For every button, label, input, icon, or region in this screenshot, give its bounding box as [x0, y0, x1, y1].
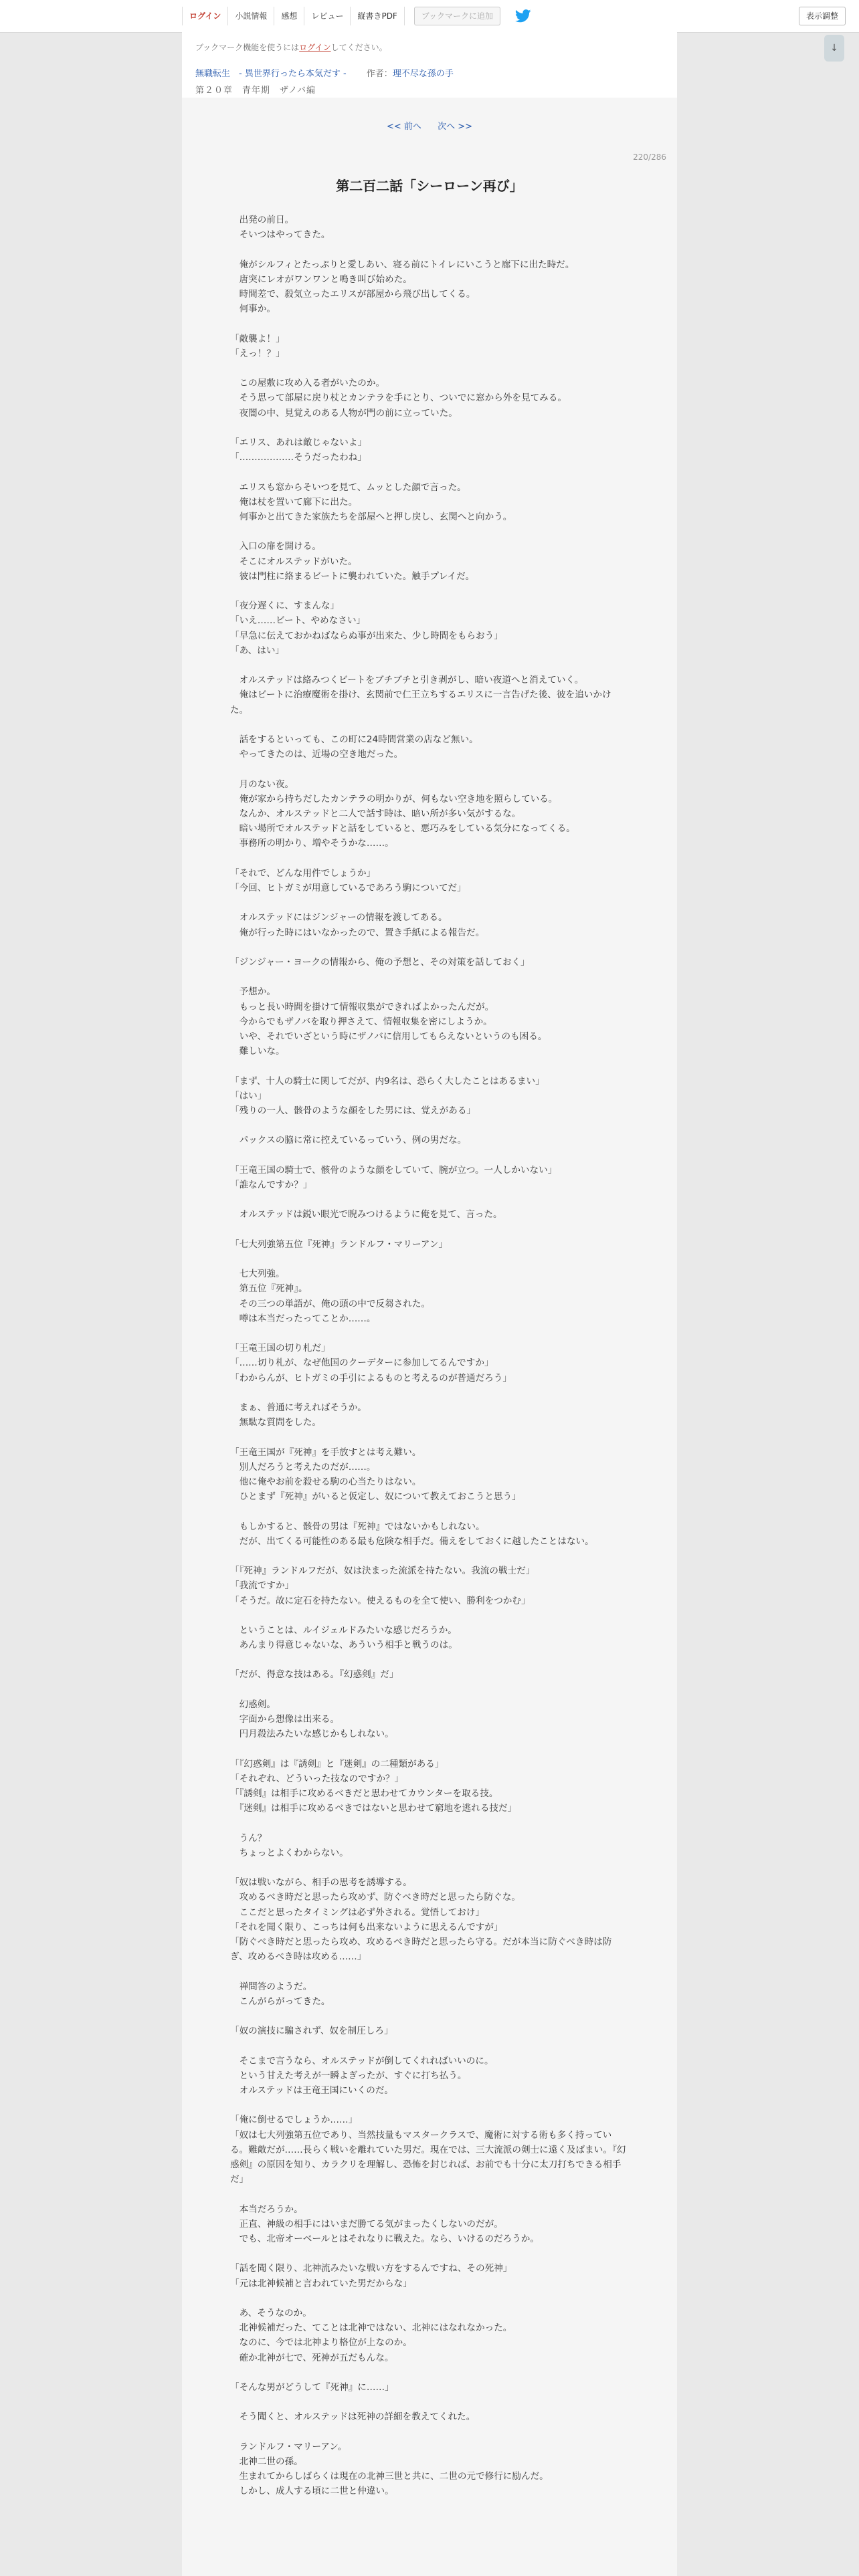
top-nav-bar	[0, 0, 859, 33]
body-paragraph: 「だが、得意な技はある。『幻惑剣』だ」	[230, 1669, 399, 1681]
body-paragraph: 他に俺やお前を殺せる駒の心当たりはない。	[230, 1476, 421, 1487]
blank-line	[230, 1059, 626, 1073]
body-paragraph: エリスも窓からそいつを見て、ムッとした顔で言った。	[230, 481, 466, 493]
body-paragraph: 「早急に伝えておかねばならぬ事が出来た、少し時間をもらおう」	[230, 630, 503, 641]
blank-line	[230, 1964, 626, 1979]
body-paragraph: 「奴は戦いながら、相手の思考を誘導する。	[230, 1877, 412, 1889]
body-paragraph: こんがらがってきた。	[230, 1996, 330, 2007]
body-paragraph: 「元は北神候補と言われていた男だからな」	[230, 2278, 412, 2289]
body-paragraph: 「俺に倒せるでしょうか……」	[230, 2115, 358, 2126]
body-paragraph: 「七大列強第五位『死神』ランドルフ・マリーアン」	[230, 1239, 448, 1250]
blank-line	[230, 1504, 626, 1519]
body-paragraph: 難しいな。	[230, 1046, 285, 1057]
body-paragraph: 「……切り札が、なぜ他国のクーデターに参加してるんですか」	[230, 1358, 494, 1369]
blank-line	[230, 2395, 626, 2409]
reviews-link[interactable]: レビュー	[304, 7, 351, 25]
comments-link[interactable]: 感想	[274, 7, 304, 25]
body-paragraph: 「まず、十人の騎士に関してだが、内9名は、恐らく大したことはあるまい」	[230, 1075, 545, 1087]
blank-line	[230, 1326, 626, 1341]
body-paragraph: 北神候補だった、てことは北神ではない、北神にはなれなかった。	[230, 2323, 512, 2334]
body-paragraph: 「残りの一人、骸骨のような顔をした男には、覚えがある」	[230, 1105, 476, 1116]
main-nav	[182, 7, 531, 25]
blank-line	[230, 1192, 626, 1207]
body-paragraph: オルステッドにはジンジャーの情報を渡してある。	[230, 912, 448, 924]
body-paragraph: 「はい」	[230, 1090, 267, 1101]
body-paragraph: 『迷剣』は相手に攻めるべきではないと思わせて窮地を逃れる技だ」	[230, 1803, 517, 1814]
body-paragraph: 事務所の明かり、増やそうかな……。	[230, 838, 394, 849]
body-paragraph: 「………………そうだったわね」	[230, 452, 367, 463]
body-paragraph: そこにオルステッドがいた。	[230, 556, 357, 567]
body-paragraph: うん？	[230, 1832, 267, 1844]
body-paragraph: 「それで、どんな用件でしょうか」	[230, 867, 376, 879]
body-paragraph: しかし、成人する頃に二世と仲違い。	[230, 2486, 394, 2497]
blank-line	[230, 584, 626, 599]
body-paragraph: ランドルフ・マリーアン。	[230, 2441, 347, 2452]
body-paragraph: 「それを聞く限り、こっちは何も出来ないように思えるんですが」	[230, 1921, 503, 1933]
body-paragraph: そいつはやってきた。	[230, 229, 330, 241]
body-paragraph: その三つの単語が、俺の頭の中で反芻された。	[230, 1298, 431, 1309]
blank-line	[230, 2365, 626, 2380]
body-paragraph: 「『誘剣』は相手に攻めるべきだと思わせてカウンターを取る技。	[230, 1788, 498, 1800]
body-paragraph: 正直、神級の相手にはいまだ勝てる気がまったくしないのだが。	[230, 2218, 503, 2230]
body-paragraph: なのに、今では北神より格位が上なのか。	[230, 2337, 412, 2349]
body-paragraph: 「エリス、あれは敵じゃないよ」	[230, 437, 367, 448]
body-paragraph: 字面から想像は出来る。	[230, 1714, 340, 1725]
body-paragraph: 「『死神』ランドルフだが、奴は決まった流派を持たない。我流の戦士だ」	[230, 1566, 535, 1577]
body-paragraph: オルステッドは絡みつくビートをブチブチと引き剥がし、暗い夜道へと消えていく。	[230, 675, 584, 686]
body-paragraph: あんまり得意じゃないな、あういう相手と戦うのは。	[230, 1640, 458, 1651]
body-paragraph: 俺はビートに治療魔術を掛け、玄関前で仁王立ちするエリスに一言告げた後、彼を追いかけた。	[230, 689, 611, 716]
body-paragraph: 「敵襲よ！」	[230, 333, 285, 344]
blank-line	[230, 718, 626, 732]
body-paragraph: 「ジンジャー・ヨークの情報から、俺の予想と、その対策を話しておく」	[230, 956, 530, 968]
body-paragraph: 入口の扉を開ける。	[230, 541, 321, 552]
body-paragraph: 七大列強。	[230, 1269, 285, 1280]
body-paragraph: なんか、オルステッドと二人で話す時は、暗い所が多い気がするな。	[230, 808, 521, 819]
chapter-title: 第２０章 青年期 ザノバ編	[195, 86, 316, 96]
blank-line	[230, 940, 626, 955]
pager	[182, 119, 677, 132]
bird-icon[interactable]	[515, 9, 531, 23]
blank-line	[230, 524, 626, 539]
blank-line	[230, 1608, 626, 1623]
blank-line	[230, 1683, 626, 1697]
blank-line	[230, 2009, 626, 2024]
bookmark-login-link[interactable]: ログイン	[299, 43, 331, 52]
body-paragraph: 「わからんが、ヒトガミの手引によるものと考えるのが普通だろう」	[230, 1372, 512, 1384]
body-paragraph: この屋敷に攻め入る者がいたのか。	[230, 378, 385, 389]
body-paragraph: 幻惑剣。	[230, 1699, 276, 1710]
body-paragraph: 「そんな男がどうして『死神』に……」	[230, 2382, 394, 2393]
episode-title: 第二百二話「シーローン再び」	[336, 178, 523, 194]
blank-line	[230, 895, 626, 910]
blank-line	[230, 1252, 626, 1267]
blank-line	[230, 2291, 626, 2306]
body-paragraph: 俺がシルフィとたっぷりと愛しあい、寝る前にトイレにいこうと廊下に出た時だ。	[230, 259, 575, 270]
body-paragraph: いや、それでいざという時にザノバに信用してもらえないというのも困る。	[230, 1031, 547, 1042]
body-paragraph: 第五位『死神』。	[230, 1283, 308, 1295]
body-paragraph: そう聞くと、オルステッドは死神の詳細を教えてくれた。	[230, 2411, 476, 2423]
body-paragraph: 何事か。	[230, 304, 276, 315]
body-paragraph: 本当だろうか。	[230, 2204, 303, 2215]
prev-link[interactable]: << 前へ	[387, 122, 421, 132]
body-paragraph: 「あ、はい」	[230, 645, 285, 656]
body-paragraph: ここだと思ったタイミングは必ず外される。覚悟しておけ」	[230, 1907, 485, 1918]
body-paragraph: ひとまず『死神』がいると仮定し、奴について教えておこうと思う」	[230, 1491, 521, 1503]
body-paragraph: 話をするといっても、この町に24時間営業の店など無い。	[230, 734, 478, 745]
body-paragraph: 「えっ！？」	[230, 348, 285, 359]
body-paragraph: オルステッドは王竜王国にいくのだ。	[230, 2085, 394, 2097]
novel-body	[230, 213, 626, 2499]
body-paragraph: 「我流ですか」	[230, 1580, 294, 1592]
blank-line	[230, 1652, 626, 1667]
body-paragraph: 攻めるべき時だと思ったら攻めず、防ぐべき時だと思ったら防ぐな。	[230, 1892, 520, 1903]
blank-line	[230, 316, 626, 331]
body-paragraph: 俺が家から持ちだしたカンテラの明かりが、何もない空き地を照らしている。	[230, 793, 558, 804]
novel-info-box	[182, 32, 677, 98]
body-paragraph: 唐突にレオがワンワンと鳴き叫び始めた。	[230, 274, 412, 285]
body-paragraph: 「王竜王国の切り札だ」	[230, 1343, 330, 1354]
blank-line	[230, 1118, 626, 1133]
body-paragraph: 「王竜王国の騎士で、骸骨のような顔をしていて、腕が立つ。一人しかいない」	[230, 1164, 557, 1176]
author-link[interactable]: 理不尽な孫の手	[392, 69, 454, 79]
body-paragraph: という甘えた考えが一瞬よぎったが、すぐに打ち払う。	[230, 2070, 467, 2081]
body-paragraph: そう思って部屋に戻り杖とカンテラを手にとり、ついでに窓から外を見てみる。	[230, 393, 567, 404]
body-paragraph: ちょっとよくわからない。	[230, 1847, 349, 1858]
body-paragraph: 「『幻惑剣』は『誘剣』と『迷剣』の二種類がある」	[230, 1758, 444, 1769]
body-paragraph: 無駄な質問をした。	[230, 1417, 321, 1428]
blank-line	[230, 2038, 626, 2053]
arrow-down-icon[interactable]: ↓	[824, 35, 844, 62]
blank-line	[230, 421, 626, 435]
next-link[interactable]: 次へ >>	[438, 122, 472, 132]
blank-line	[230, 2098, 626, 2113]
body-paragraph: 予想か。	[230, 986, 276, 998]
blank-line	[230, 1816, 626, 1830]
blank-line	[230, 1549, 626, 1564]
body-paragraph: 「話を聞く限り、北神流みたいな戦い方をするんですね、その死神」	[230, 2263, 512, 2274]
body-paragraph: 夜闇の中、見覚えのある人物が門の前に立っていた。	[230, 407, 458, 419]
blank-line	[230, 465, 626, 479]
work-line	[195, 66, 664, 79]
body-paragraph: パックスの脇に常に控えているっていう、例の男だな。	[230, 1135, 467, 1146]
body-paragraph: 「今回、ヒトガミが用意しているであろう駒についてだ」	[230, 882, 466, 893]
body-paragraph: 出発の前日。	[230, 215, 294, 225]
blank-line	[230, 970, 626, 984]
body-paragraph: 円月殺法みたいな感じかもしれない。	[230, 1729, 394, 1740]
body-paragraph: 別人だろうと考えたのだが……。	[230, 1461, 376, 1473]
body-paragraph: 俺が行った時にはいなかったので、置き手紙による報告だ。	[230, 927, 485, 938]
novel-info-link[interactable]: 小説情報	[228, 7, 274, 25]
body-paragraph: 「王竜王国が『死神』を手放すとは考え難い。	[230, 1446, 421, 1458]
novel-page	[182, 32, 677, 2576]
blank-line	[230, 242, 626, 257]
author-label: 作者：	[366, 69, 393, 79]
body-paragraph: そこまで言うなら、オルステッドが倒してくれればいいのに。	[230, 2055, 494, 2066]
blank-line	[230, 851, 626, 866]
body-paragraph: やってきたのは、近場の空き地だった。	[230, 749, 403, 760]
body-paragraph: 「防ぐべき時だと思ったら攻め、攻めるべき時だと思ったら守る。だが本当に防ぐべき時は防ぎ、攻めるべき時は攻める……」	[230, 1937, 612, 1963]
body-paragraph: 俺は杖を置いて廊下に出た。	[230, 496, 358, 508]
body-paragraph: まぁ、普通に考えればそうか。	[230, 1402, 367, 1413]
blank-line	[230, 1222, 626, 1237]
blank-line	[230, 1860, 626, 1875]
body-paragraph: もっと長い時間を掛けて情報収集ができればよかったんだが。	[230, 1001, 494, 1012]
body-paragraph: 何事かと出てきた家族たちを部屋へと押し戻し、玄関へと向かう。	[230, 511, 512, 522]
blank-line	[230, 1386, 626, 1400]
body-paragraph: 今からでもザノバを取り押さえて、情報収集を密にしようか。	[230, 1016, 492, 1027]
body-paragraph: でも、北帝オーベールとはそれなりに戦えた。なら、いけるのだろうか。	[230, 2234, 539, 2245]
page-count: 220/286	[633, 152, 666, 162]
blank-line	[230, 361, 626, 376]
body-paragraph: オルステッドは鋭い眼光で睨みつけるように俺を見て、言った。	[230, 1209, 502, 1220]
blank-line	[230, 2246, 626, 2261]
bookmark-note-suffix: してください。	[330, 43, 387, 52]
vertical-pdf-link[interactable]: 縦書きPDF	[351, 7, 404, 25]
body-paragraph: 確か北神が七で、死神が五だもんな。	[230, 2352, 394, 2363]
blank-line	[230, 2187, 626, 2202]
body-paragraph: 「誰なんですか？」	[230, 1179, 312, 1190]
body-paragraph: 噂は本当だったってことか……。	[230, 1313, 376, 1324]
body-paragraph: 時間差で、殺気立ったエリスが部屋から飛び出してくる。	[230, 289, 476, 300]
blank-line	[230, 1430, 626, 1444]
body-paragraph: 「奴は七大列強第五位であり、当然技量もマスタークラスで、魔術に対する術も多く持っている。難敵だが……長らく戦いを離れていた男だ。現在では、三大流派の剣士に遠く及ばまい。『幻惑剣』の原因を知り、カラクリを理解し、恐怖を封じれば、お前でも十分に太刀打ちできる相手だ」	[230, 2129, 626, 2185]
body-paragraph: 「それぞれ、どういった技なのですか？」	[230, 1773, 404, 1784]
body-paragraph: 彼は門柱に絡まるビートに襲われていた。触手プレイだ。	[230, 570, 475, 582]
body-paragraph: 北神二世の孫。	[230, 2456, 303, 2468]
body-paragraph: 「夜分遅くに、すまんな」	[230, 601, 340, 612]
blank-line	[230, 1741, 626, 1756]
body-paragraph: 「そうだ。故に定石を持たない。使えるものを全て使い、勝利をつかむ」	[230, 1595, 531, 1606]
blank-line	[230, 2425, 626, 2440]
bookmark-note	[195, 41, 664, 53]
blank-line	[230, 762, 626, 776]
body-paragraph: 月のない夜。	[230, 778, 294, 790]
blank-line	[230, 658, 626, 673]
body-paragraph: もしかすると、骸骨の男は『死神』ではないかもしれない。	[230, 1521, 485, 1532]
add-bookmark-button[interactable]: ブックマークに追加	[414, 7, 500, 25]
body-paragraph: あ、そうなのか。	[230, 2308, 312, 2319]
body-paragraph: だが、出てくる可能性のある最も危険な相手だ。備えをしておくに越したことはない。	[230, 1535, 594, 1547]
bookmark-note-text: ブックマーク機能を使うには	[195, 43, 300, 52]
body-paragraph: 生まれてからしばらくは現在の北神三世と共に、二世の元で修行に励んだ。	[230, 2471, 549, 2482]
body-paragraph: 「奴の演技に騙されず、奴を制圧しろ」	[230, 2026, 393, 2037]
work-title-link[interactable]: 無職転生 - 異世界行ったら本気だす -	[195, 69, 347, 79]
login-link[interactable]: ログイン	[182, 7, 228, 25]
blank-line	[230, 1148, 626, 1163]
body-paragraph: ということは、ルイジェルドみたいな感じだろうか。	[230, 1624, 457, 1636]
body-paragraph: 「いえ……ビート、やめなさい」	[230, 615, 366, 627]
display-settings-button[interactable]: 表示調整	[799, 7, 846, 25]
body-paragraph: 禅問答のようだ。	[230, 1981, 312, 1992]
body-paragraph: 暗い場所でオルステッドと話をしていると、悪巧みをしている気分になってくる。	[230, 823, 575, 835]
